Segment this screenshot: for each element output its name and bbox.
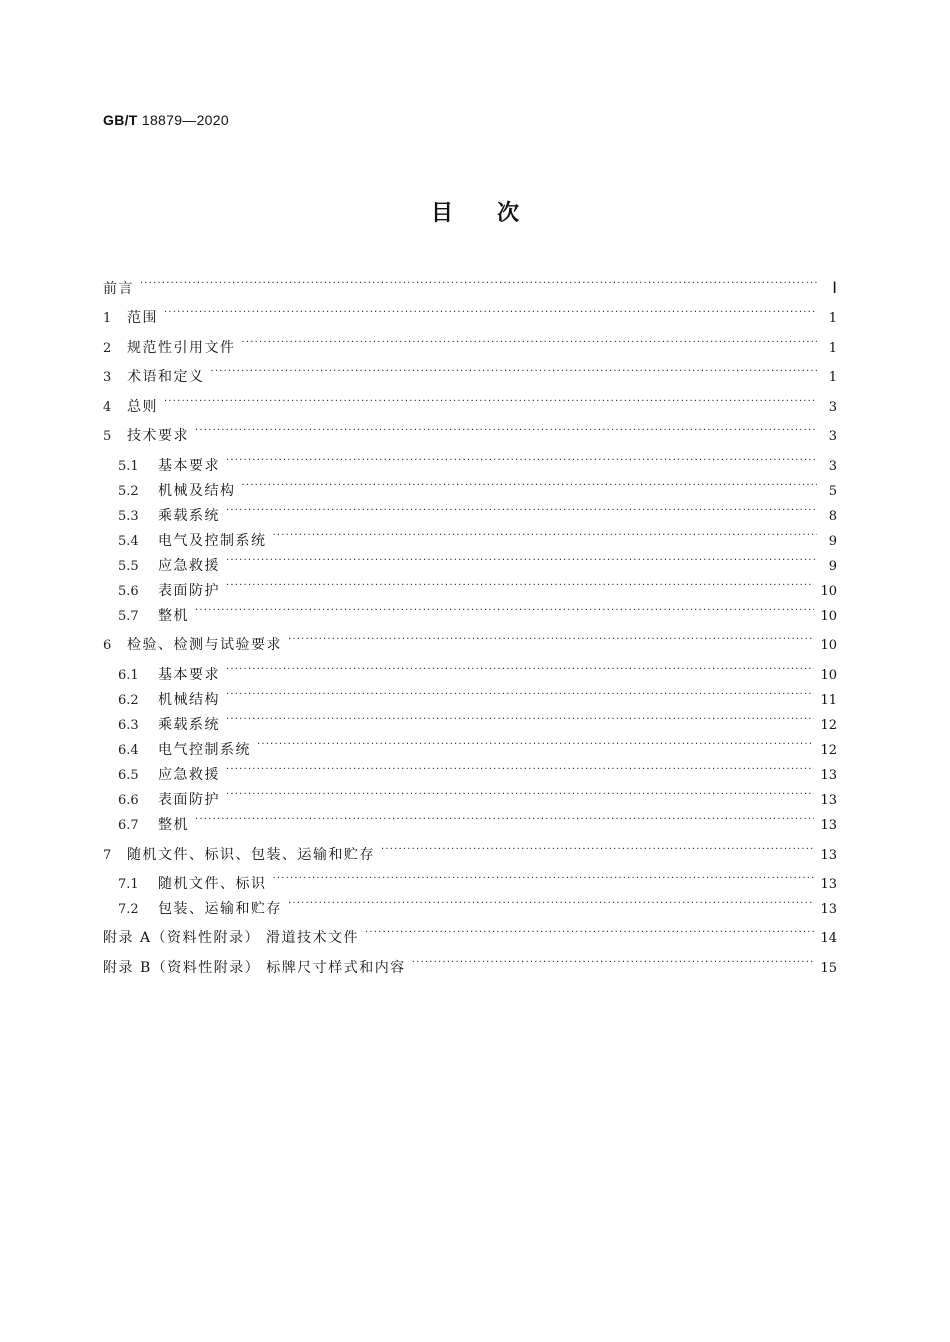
toc-entry[interactable] — [103, 684, 837, 708]
toc-entry-page: 15 — [820, 961, 837, 976]
toc-entry-label: 表面防护 — [158, 583, 220, 599]
toc-entry[interactable] — [103, 868, 837, 892]
toc-entry[interactable] — [103, 629, 837, 653]
toc-entry-page: 10 — [820, 638, 837, 653]
toc-entry-number: 6.2 — [118, 693, 139, 708]
toc-entry-label: 技术要求 — [127, 428, 189, 444]
toc-entry-page: 1 — [828, 370, 837, 385]
toc-entry-label: 检验、检测与试验要求 — [127, 637, 282, 653]
toc-dot-leader — [257, 734, 814, 754]
toc-entry-number: 6.6 — [118, 793, 139, 808]
toc-dot-leader — [288, 893, 814, 913]
toc-entry[interactable] — [103, 759, 837, 783]
toc-entry[interactable] — [103, 709, 837, 733]
toc-dot-leader — [226, 709, 814, 729]
toc-entry-page: 1 — [828, 311, 837, 326]
toc-entry-page: 13 — [820, 793, 837, 808]
toc-entry-label: 整机 — [158, 817, 189, 833]
toc-entry-page: 13 — [820, 848, 837, 863]
toc-entry-number: 5.5 — [118, 559, 139, 574]
toc-entry-label: 乘载系统 — [158, 508, 220, 524]
toc-entry-number: 6.1 — [118, 668, 139, 683]
toc-entry-number: 7.1 — [118, 877, 139, 892]
standard-prefix: GB/T — [103, 112, 138, 128]
toc-entry-number: 5.1 — [118, 459, 139, 474]
toc-entry-number: 6 — [103, 638, 112, 653]
toc-dot-leader — [211, 361, 818, 381]
toc-entry-page: 14 — [820, 931, 837, 946]
toc-entry-label: 规范性引用文件 — [127, 340, 236, 356]
toc-entry[interactable] — [103, 575, 837, 599]
toc-entry[interactable] — [103, 302, 837, 326]
toc-dot-leader — [273, 525, 818, 545]
toc-entry-label: 术语和定义 — [127, 369, 205, 385]
toc-dot-leader — [164, 391, 817, 411]
toc-entry-number: 7.2 — [118, 902, 139, 917]
toc-entry[interactable] — [103, 839, 837, 863]
toc-entry-page: 9 — [828, 534, 837, 549]
toc-dot-leader — [242, 475, 818, 495]
toc-entry-number: 4 — [103, 400, 112, 415]
toc-dot-leader — [226, 784, 814, 804]
toc-entry-page: 10 — [820, 584, 837, 599]
toc-entry-label: 总则 — [127, 399, 158, 415]
toc-entry[interactable] — [103, 784, 837, 808]
toc-dot-leader — [226, 659, 814, 679]
toc-entry-page: 3 — [828, 459, 837, 474]
toc-dot-leader — [226, 684, 814, 704]
toc-entry[interactable] — [103, 450, 837, 474]
toc-entry-label: 基本要求 — [158, 667, 220, 683]
toc-entry-label: 整机 — [158, 608, 189, 624]
toc-entry-page: 10 — [820, 609, 837, 624]
standard-code — [103, 112, 229, 128]
toc-entry[interactable] — [103, 893, 837, 917]
toc-entry-label: 基本要求 — [158, 458, 220, 474]
toc-entry[interactable] — [103, 734, 837, 758]
toc-entry-number: 5 — [103, 429, 112, 444]
toc-entry[interactable] — [103, 922, 837, 946]
toc-entry[interactable] — [103, 273, 837, 297]
toc-entry[interactable] — [103, 525, 837, 549]
toc-entry-label: 附录 A（资料性附录） 滑道技术文件 — [103, 930, 360, 946]
toc-entry-page: 11 — [820, 693, 837, 708]
toc-entry-number: 5.7 — [118, 609, 139, 624]
toc-entry-number: 5.6 — [118, 584, 139, 599]
toc-dot-leader — [381, 839, 814, 859]
toc-entry-label: 范围 — [127, 310, 158, 326]
toc-entry-number: 2 — [103, 341, 112, 356]
toc-entry[interactable] — [103, 475, 837, 499]
toc-dot-leader — [273, 868, 815, 888]
toc-entry-page: 13 — [820, 768, 837, 783]
toc-entry-number: 3 — [103, 370, 112, 385]
toc-entry-label: 表面防护 — [158, 792, 220, 808]
toc-entry[interactable] — [103, 420, 837, 444]
toc-entry-page: 5 — [828, 484, 837, 499]
toc-dot-leader — [140, 273, 817, 293]
toc-entry[interactable] — [103, 952, 837, 976]
toc-entry-page: 13 — [820, 877, 837, 892]
toc-entry-label: 随机文件、标识、包装、运输和贮存 — [127, 847, 375, 863]
toc-entry-page: 9 — [828, 559, 837, 574]
toc-entry-number: 5.4 — [118, 534, 139, 549]
toc-dot-leader — [242, 332, 818, 352]
toc-entry-label: 随机文件、标识 — [158, 876, 267, 892]
toc-entry-number: 6.5 — [118, 768, 139, 783]
toc-entry-page: 13 — [820, 818, 837, 833]
toc-entry-page: 12 — [820, 743, 837, 758]
toc-entry-number: 6.4 — [118, 743, 139, 758]
toc-entry[interactable] — [103, 550, 837, 574]
toc-entry-label: 电气及控制系统 — [158, 533, 267, 549]
toc-dot-leader — [412, 952, 815, 972]
toc-dot-leader — [226, 500, 817, 520]
toc-dot-leader — [226, 575, 814, 595]
toc-entry-label: 乘载系统 — [158, 717, 220, 733]
toc-entry[interactable] — [103, 332, 837, 356]
toc-entry-number: 5.2 — [118, 484, 139, 499]
toc-entry-label: 前言 — [103, 281, 134, 297]
toc-dot-leader — [195, 420, 817, 440]
toc-dot-leader — [226, 550, 817, 570]
toc-entry[interactable] — [103, 500, 837, 524]
toc-entry-number: 7 — [103, 848, 112, 863]
toc-entry-page: 3 — [828, 400, 837, 415]
toc-entry-page: Ⅰ — [832, 280, 837, 297]
toc-entry-page: 13 — [820, 902, 837, 917]
toc-dot-leader — [226, 450, 817, 470]
toc-entry-label: 机械结构 — [158, 692, 220, 708]
toc-entry-page: 8 — [828, 509, 837, 524]
page-title: 目次 — [430, 201, 563, 226]
standard-number: 18879—2020 — [141, 112, 229, 128]
toc-entry[interactable] — [103, 391, 837, 415]
toc-entry-page: 12 — [820, 718, 837, 733]
toc-dot-leader — [288, 629, 814, 649]
toc-entry[interactable] — [103, 600, 837, 624]
toc-entry-label: 附录 B（资料性附录） 标牌尺寸样式和内容 — [103, 960, 406, 976]
toc-entry-number: 6.7 — [118, 818, 139, 833]
toc-entry[interactable] — [103, 809, 837, 833]
toc-entry-number: 6.3 — [118, 718, 139, 733]
toc-entry[interactable] — [103, 361, 837, 385]
toc-entry-label: 电气控制系统 — [158, 742, 251, 758]
toc-entry-number: 1 — [103, 311, 112, 326]
toc-dot-leader — [164, 302, 817, 322]
toc-entry-label: 应急救援 — [158, 767, 220, 783]
toc-dot-leader — [365, 922, 814, 942]
toc-dot-leader — [195, 809, 814, 829]
toc-dot-leader — [226, 759, 814, 779]
toc-entry-label: 包装、运输和贮存 — [158, 901, 282, 917]
toc-dot-leader — [195, 600, 814, 620]
toc-entry-page: 3 — [828, 429, 837, 444]
toc-entry-page: 1 — [828, 341, 837, 356]
toc-entry[interactable] — [103, 659, 837, 683]
toc-entry-page: 10 — [820, 668, 837, 683]
toc-entry-label: 机械及结构 — [158, 483, 236, 499]
toc-entry-label: 应急救援 — [158, 558, 220, 574]
toc-entry-number: 5.3 — [118, 509, 139, 524]
